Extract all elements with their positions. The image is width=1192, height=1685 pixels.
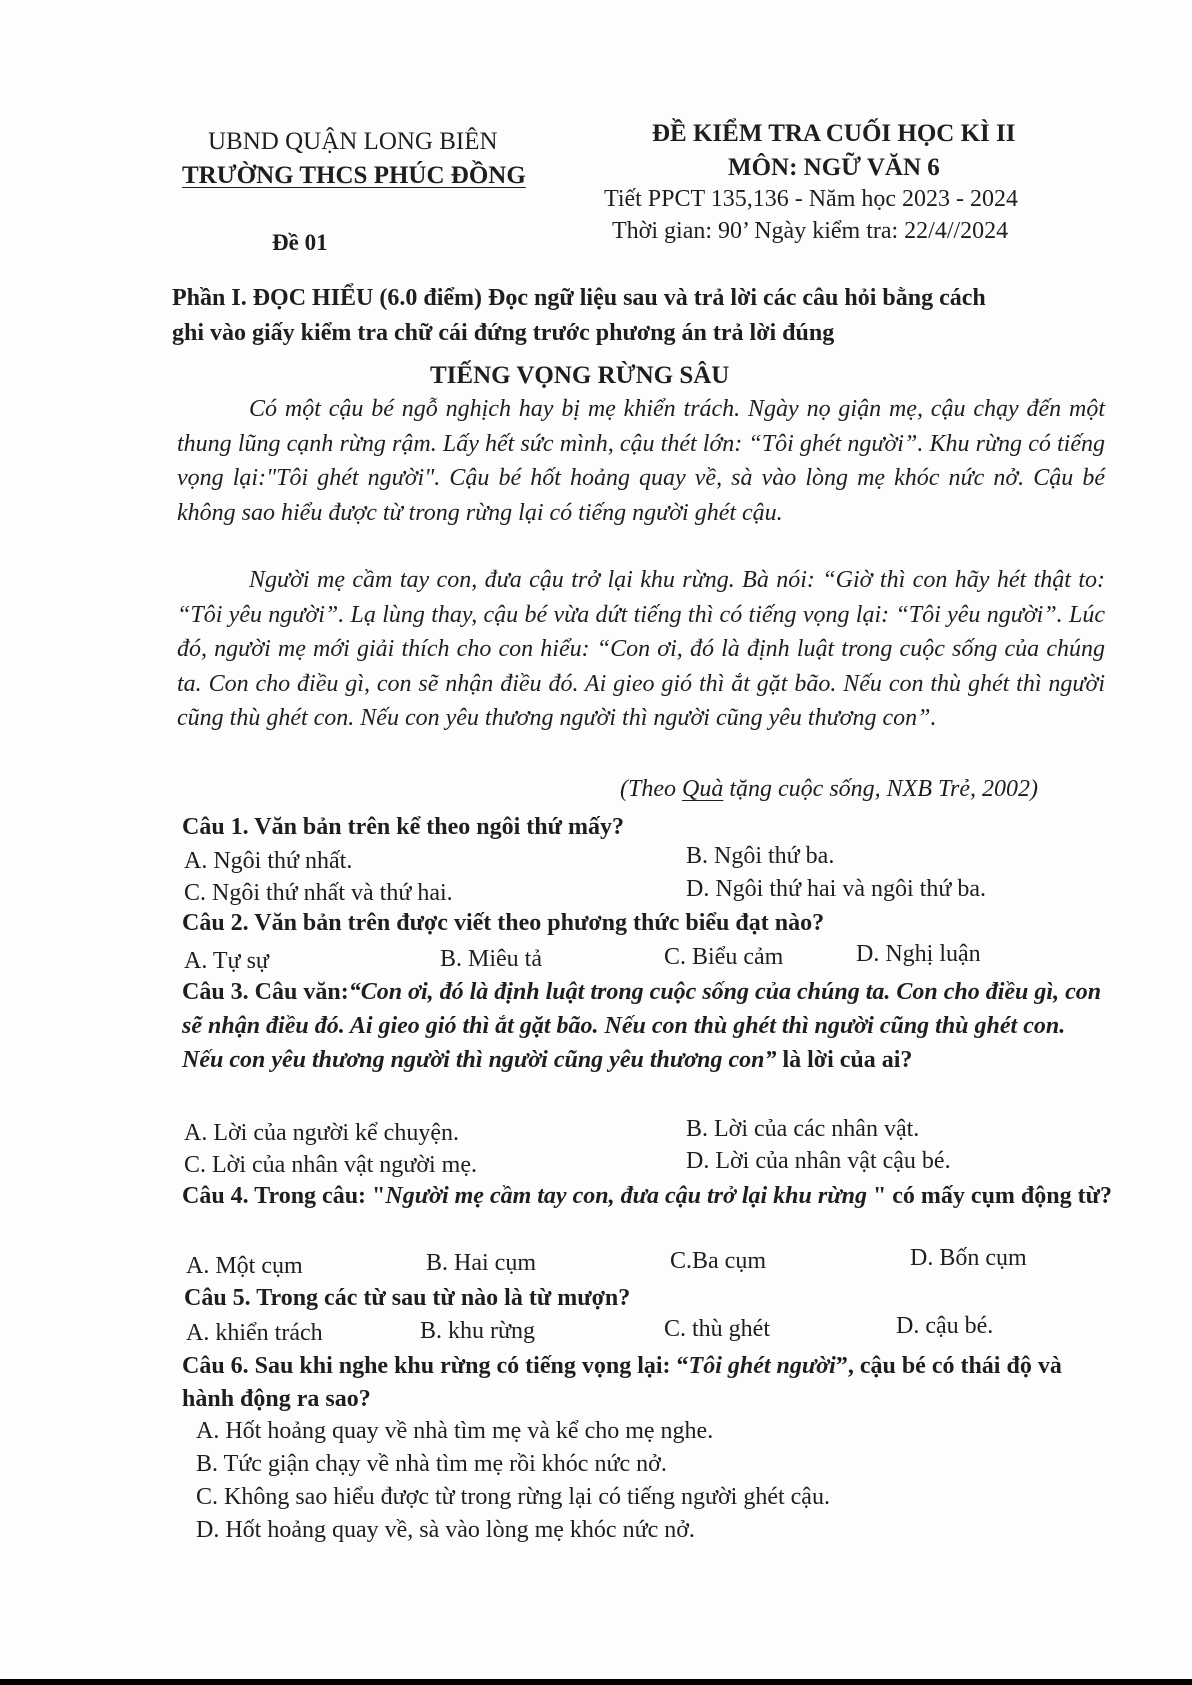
exam-code: Đề 01	[272, 230, 328, 255]
q6-option-d: D. Hốt hoảng quay về, sà vào lòng mẹ khóc nức nở.	[196, 1517, 695, 1543]
exam-time-date: Thời gian: 90’ Ngày kiểm tra: 22/4//2024	[612, 218, 1009, 244]
q2-option-d: D. Nghị luận	[856, 941, 981, 967]
q6-option-b: B. Tức giận chạy về nhà tìm mẹ rồi khóc nức nở.	[196, 1451, 667, 1477]
question-3: Câu 3. Câu văn:“Con ơi, đó là định luật trong cuộc sống của chúng ta. Con cho điều gì, con sẽ nhận điều đó. Ai gieo gió thì ắt gặt bão. Nếu con thù ghét thì người cũng thù ghét con. Nếu con yêu thương người thì người cũng yêu thương con” là lời của ai?	[182, 979, 1102, 1073]
q5-option-a: A. khiển trách	[186, 1320, 323, 1346]
q5-option-b: B. khu rừng	[420, 1318, 536, 1344]
passage-title: TIẾNG VỌNG RỪNG SÂU	[430, 362, 730, 389]
q4-option-b: B. Hai cụm	[426, 1250, 536, 1276]
question-2: Câu 2. Văn bản trên được viết theo phương thức biểu đạt nào?	[182, 910, 825, 936]
passage-source: (Theo Quà tặng cuộc sống, NXB Trẻ, 2002)	[620, 776, 1038, 802]
q1-option-d: D. Ngôi thứ hai và ngôi thứ ba.	[686, 876, 986, 902]
q5-option-d: D. cậu bé.	[896, 1313, 994, 1339]
question-5: Câu 5. Trong các từ sau từ nào là từ mượn?	[184, 1285, 631, 1311]
q5-option-c: C. thù ghét	[664, 1316, 770, 1342]
q2-option-a: A. Tự sự	[184, 948, 269, 974]
q4-option-d: D. Bốn cụm	[910, 1245, 1027, 1271]
q3-option-c: C. Lời của nhân vật người mẹ.	[184, 1152, 477, 1178]
exam-subject: MÔN: NGỮ VĂN 6	[728, 154, 940, 181]
q3-option-b: B. Lời của các nhân vật.	[686, 1116, 920, 1142]
q3-option-d: D. Lời của nhân vật cậu bé.	[686, 1148, 951, 1174]
q6-option-c: C. Không sao hiểu được từ trong rừng lại có tiếng người ghét cậu.	[196, 1484, 830, 1510]
section-instruction-line1: Phần I. ĐỌC HIỂU (6.0 điểm) Đọc ngữ liệu sau và trả lời các câu hỏi bằng cách	[172, 285, 986, 311]
q4-option-a: A. Một cụm	[186, 1253, 303, 1279]
exam-period: Tiết PPCT 135,136 - Năm học 2023 - 2024	[604, 186, 1019, 212]
district-name: UBND QUẬN LONG BIÊN	[208, 128, 498, 155]
q3-option-a: A. Lời của người kể chuyện.	[184, 1120, 459, 1146]
scan-bottom-edge	[0, 1679, 1192, 1685]
school-name: TRƯỜNG THCS PHÚC ĐỒNG	[182, 162, 526, 189]
passage-paragraph-1: Có một cậu bé ngỗ nghịch hay bị mẹ khiển trách. Ngày nọ giận mẹ, cậu chạy đến một thung lũng cạnh rừng rậm. Lấy hết sức mình, cậu thét lớn: “Tôi ghét người”. Khu rừng có tiếng vọng lại:"Tôi ghét người". Cậu bé hốt hoảng quay về, sà vào lòng mẹ khóc nức nở. Cậu bé không sao hiểu được từ trong rừng lại có tiếng người ghét cậu.	[177, 396, 1105, 526]
question-1: Câu 1. Văn bản trên kể theo ngôi thứ mấy?	[182, 814, 625, 840]
q1-option-b: B. Ngôi thứ ba.	[686, 843, 835, 869]
q1-option-a: A. Ngôi thứ nhất.	[184, 848, 353, 874]
question-4: Câu 4. Trong câu: "Người mẹ cầm tay con, đưa cậu trở lại khu rừng " có mấy cụm động từ?	[182, 1183, 1113, 1209]
exam-title: ĐỀ KIỂM TRA CUỐI HỌC KÌ II	[652, 120, 1016, 147]
section-instruction-line2: ghi vào giấy kiểm tra chữ cái đứng trước phương án trả lời đúng	[172, 320, 835, 346]
q2-option-c: C. Biểu cảm	[664, 944, 784, 970]
q4-option-c: C.Ba cụm	[670, 1248, 766, 1274]
q6-option-a: A. Hốt hoảng quay về nhà tìm mẹ và kể cho mẹ nghe.	[196, 1418, 714, 1444]
passage-paragraph-2: Người mẹ cầm tay con, đưa cậu trở lại khu rừng. Bà nói: “Giờ thì con hãy hét thật to: “Tôi yêu người”. Lạ lùng thay, cậu bé vừa dứt tiếng thì có tiếng vọng lại: “Tôi yêu người”. Lúc đó, người mẹ mới giải thích cho con hiểu: “Con ơi, đó là định luật trong cuộc sống của chúng ta. Con cho điều gì, con sẽ nhận điều đó. Ai gieo gió thì ắt gặt bão. Nếu con thù ghét thì người cũng thù ghét con. Nếu con yêu thương người thì người cũng yêu thương con”.	[177, 567, 1105, 731]
q2-option-b: B. Miêu tả	[440, 946, 542, 972]
q1-option-c: C. Ngôi thứ nhất và thứ hai.	[184, 880, 453, 906]
question-6: Câu 6. Sau khi nghe khu rừng có tiếng vọng lại: “Tôi ghét người”, cậu bé có thái độ và hành động ra sao?	[182, 1353, 1062, 1412]
